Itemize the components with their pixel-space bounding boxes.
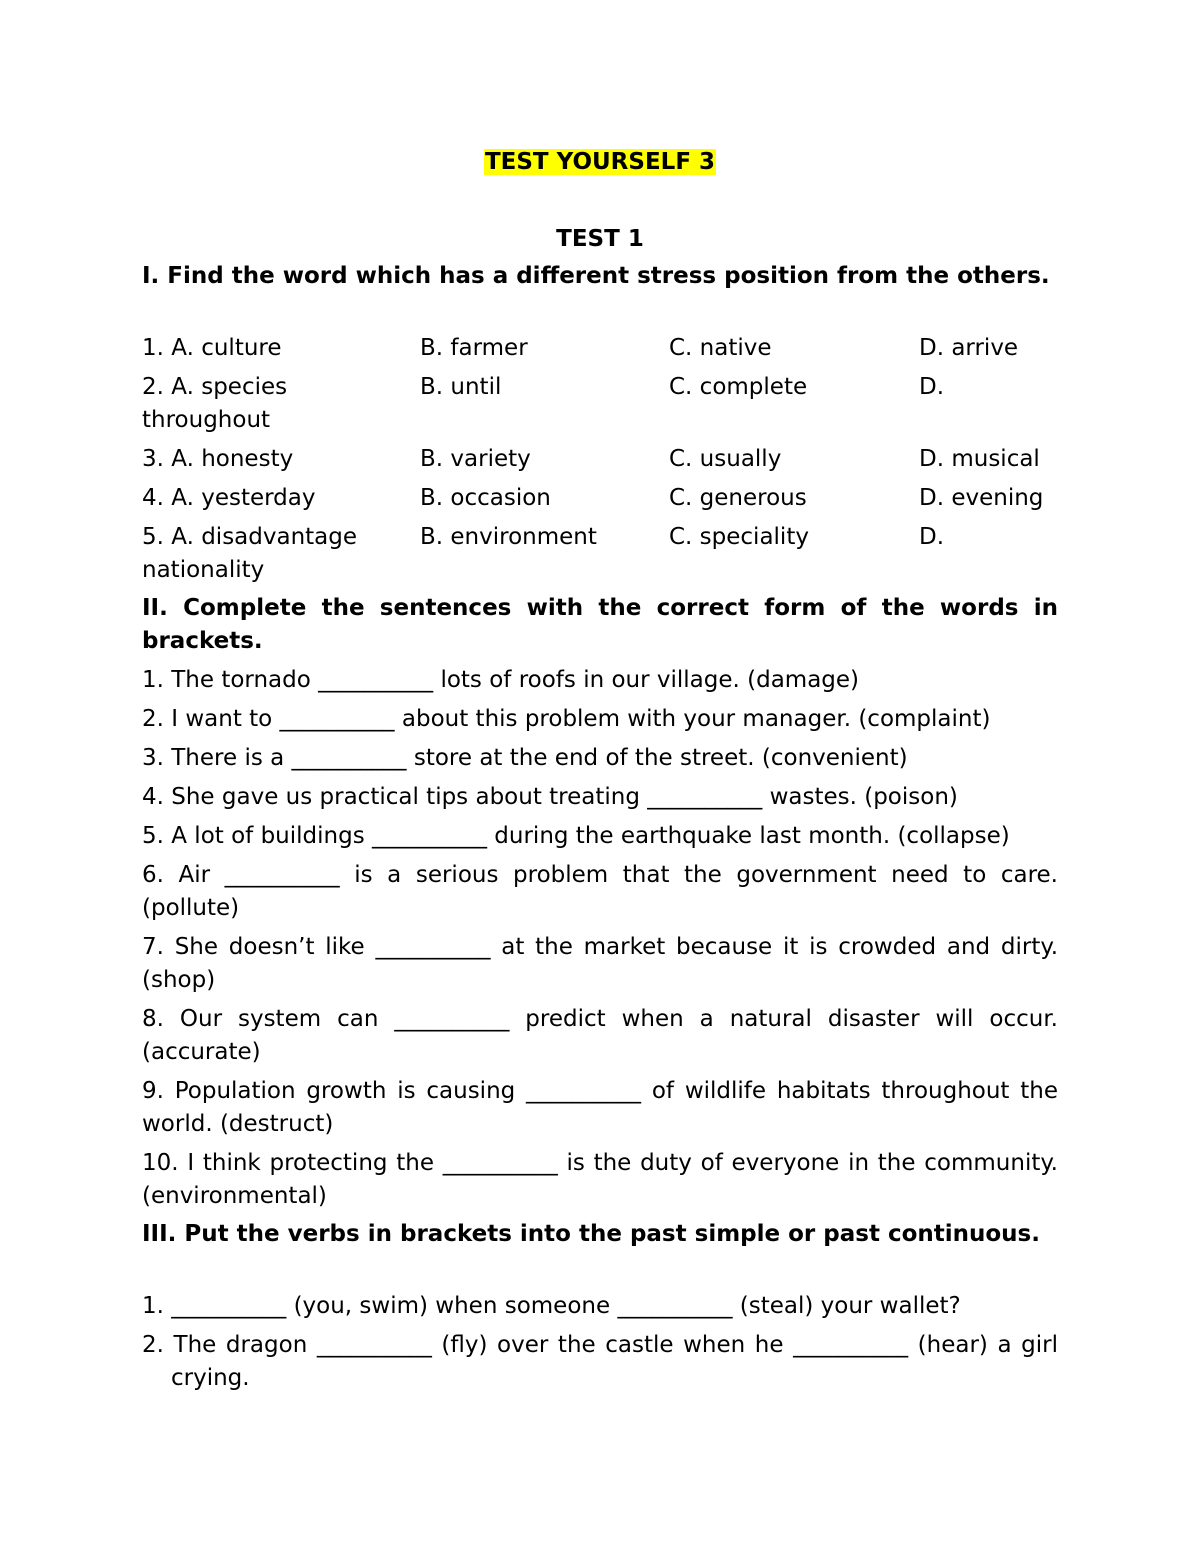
verb-item: 1. __________ (you, swim) when someone __________ (steal) your wallet? (142, 1293, 961, 1319)
verb-item-line: 2. The dragon __________ (fly) over the castle when he __________ (hear) a girl (142, 1332, 1058, 1358)
option-d: D. (919, 524, 945, 550)
option-d-continued: nationality (142, 557, 265, 583)
sentence-item: 3. There is a __________ store at the end of the street. (convenient) (142, 745, 908, 771)
section-1 (142, 260, 1058, 293)
option-row (142, 521, 1058, 554)
stress-options-table (142, 332, 1058, 587)
option-d-continued: throughout (142, 407, 271, 433)
option-row (142, 332, 1058, 365)
option-d: D. musical (919, 446, 1040, 472)
section-2 (142, 592, 1058, 658)
section-3 (142, 1218, 1058, 1251)
option-row (142, 482, 1058, 515)
option-continuation (142, 554, 1058, 587)
option-c: C. speciality (669, 524, 809, 550)
option-d: D. arrive (919, 335, 1019, 361)
title-highlight: TEST YOURSELF 3 (484, 149, 716, 175)
verb-item (142, 1329, 1058, 1362)
option-c: C. usually (669, 446, 782, 472)
sentence-list (142, 664, 1058, 1213)
option-d: D. (919, 374, 945, 400)
option-a: 2. A. species (142, 374, 288, 400)
sentence-item: 9. Population growth is causing __________ of wildlife habitats throughout the world. (destruct) (142, 1078, 1058, 1137)
sentence-item: 4. She gave us practical tips about treating __________ wastes. (poison) (142, 784, 958, 810)
option-a: 5. A. disadvantage (142, 524, 358, 550)
test-label: TEST 1 (556, 226, 644, 252)
sentence-item: 7. She doesn’t like __________ at the market because it is crowded and dirty. (shop) (142, 934, 1058, 993)
option-row (142, 371, 1058, 404)
section-1-heading: I. Find the word which has a different stress position from the others. (142, 263, 1050, 289)
sentence-item: 2. I want to __________ about this problem with your manager. (complaint) (142, 706, 991, 732)
option-a: 4. A. yesterday (142, 485, 316, 511)
document-title (0, 147, 1200, 177)
verb-item-continued: crying. (171, 1365, 250, 1391)
option-b: B. environment (420, 524, 597, 550)
section-3-heading: III. Put the verbs in brackets into the past simple or past continuous. (142, 1221, 1040, 1247)
option-c: C. generous (669, 485, 807, 511)
option-row (142, 443, 1058, 476)
option-continuation (142, 404, 1058, 437)
option-b: B. farmer (420, 335, 528, 361)
option-c: C. native (669, 335, 772, 361)
option-b: B. variety (420, 446, 531, 472)
sentence-item: 6. Air __________ is a serious problem that the government need to care. (pollute) (142, 862, 1058, 921)
sentence-item: 5. A lot of buildings __________ during the earthquake last month. (collapse) (142, 823, 1010, 849)
option-b: B. occasion (420, 485, 551, 511)
option-d: D. evening (919, 485, 1044, 511)
option-c: C. complete (669, 374, 808, 400)
option-a: 1. A. culture (142, 335, 282, 361)
sentence-item: 10. I think protecting the __________ is the duty of everyone in the community. (environmental) (142, 1150, 1058, 1209)
verb-list (142, 1290, 1058, 1395)
option-a: 3. A. honesty (142, 446, 294, 472)
sentence-item: 1. The tornado __________ lots of roofs in our village. (damage) (142, 667, 860, 693)
option-b: B. until (420, 374, 502, 400)
sentence-item: 8. Our system can __________ predict when a natural disaster will occur. (accurate) (142, 1006, 1058, 1065)
section-2-heading: II. Complete the sentences with the correct form of the words in brackets. (142, 595, 1058, 654)
